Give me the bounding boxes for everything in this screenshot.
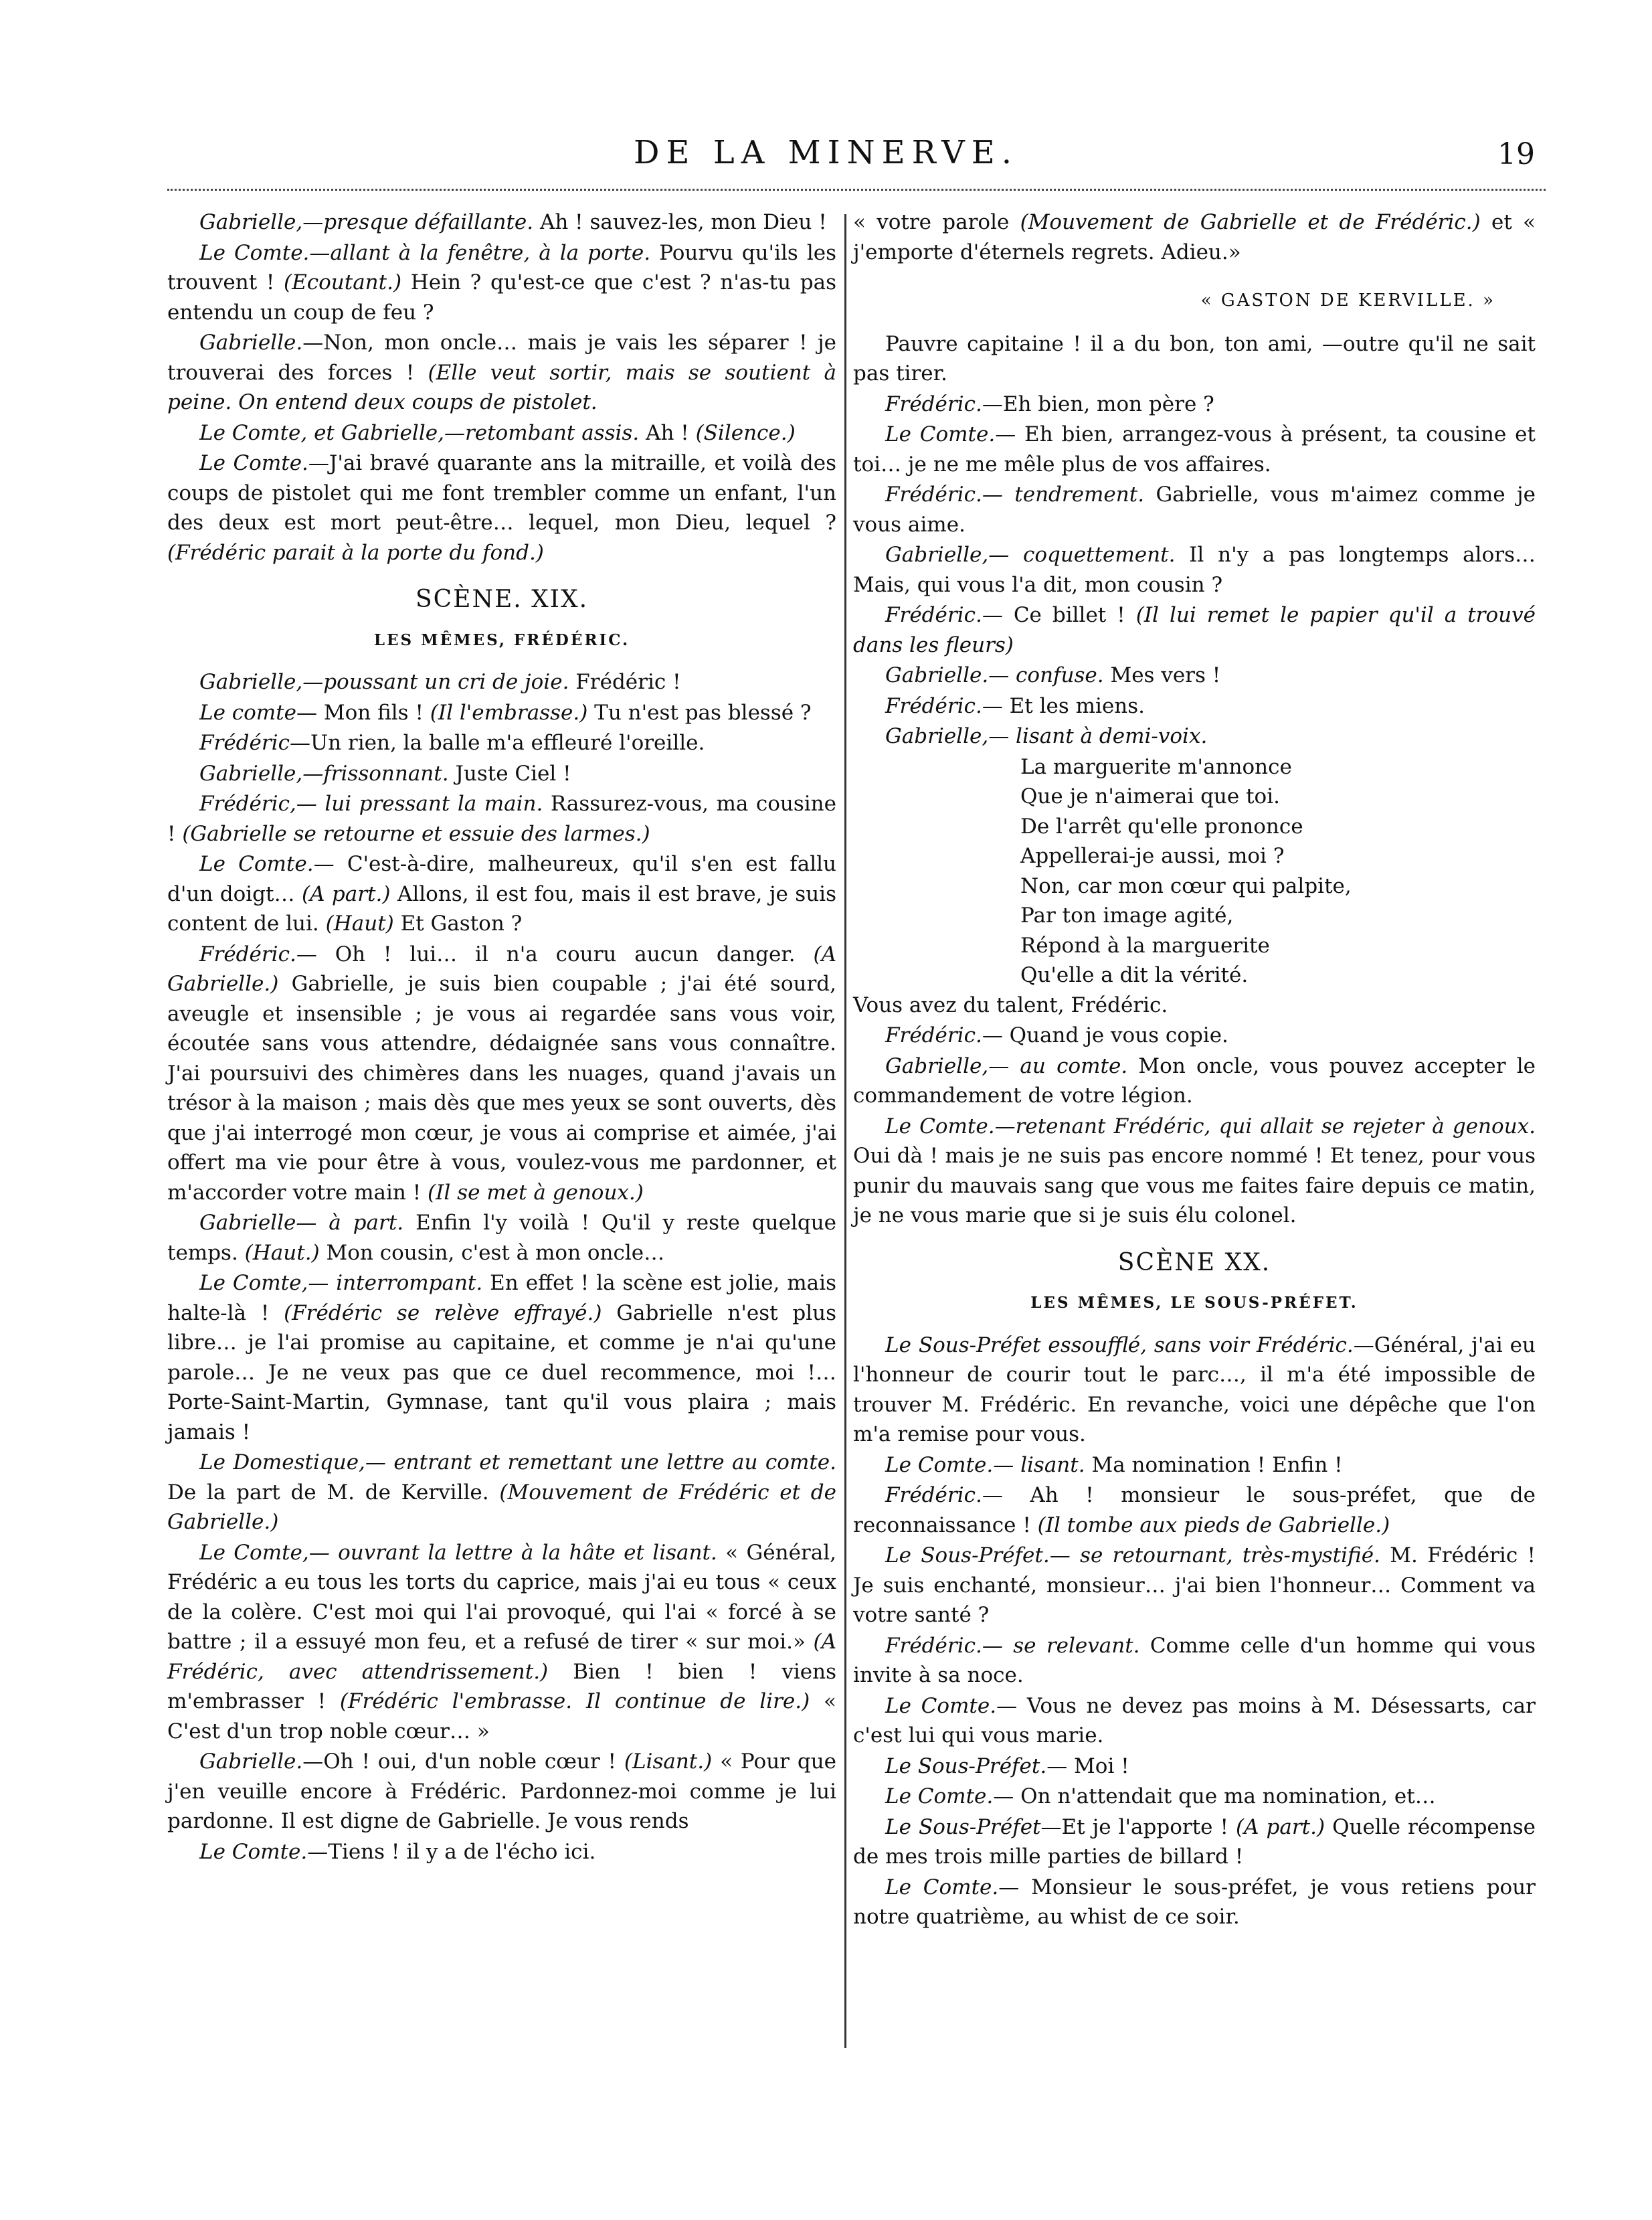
dialogue-paragraph bbox=[167, 448, 836, 568]
column-divider bbox=[844, 214, 846, 2048]
speaker: Le Comte. bbox=[199, 240, 310, 265]
stage-direction: — confuse. bbox=[988, 663, 1104, 687]
stage-direction: — à part. bbox=[296, 1211, 404, 1235]
speaker: Le Comte. bbox=[885, 422, 996, 446]
dialogue-text: —Non, mon oncle… mais je vais les séparer ! je trouverai des forces ! bbox=[167, 331, 836, 385]
dialogue-paragraph bbox=[853, 420, 1536, 479]
dialogue-text: — Vous ne devez pas moins à M. Désessarts, car c'est lui qui vous marie. bbox=[853, 1693, 1536, 1747]
dialogue-text: « votre parole bbox=[853, 210, 1020, 234]
right-column bbox=[853, 207, 1536, 1933]
dialogue-paragraph bbox=[853, 691, 1536, 721]
poem-line: Que je n'aimerai que toi. bbox=[1020, 784, 1280, 808]
dialogue-text: Enfin l'y voilà ! Qu'il y reste quelque temps. bbox=[167, 1211, 837, 1265]
poem-line: De l'arrêt qu'elle prononce bbox=[1020, 814, 1303, 839]
speaker: Frédéric. bbox=[885, 392, 982, 416]
stage-direction: — interrompant. bbox=[308, 1271, 483, 1295]
poem-line: La marguerite m'annonce bbox=[1020, 754, 1292, 779]
dialogue-text: Gabrielle, vous m'aimez comme je vous aime. bbox=[853, 483, 1536, 537]
speaker: Le Comte. bbox=[885, 1452, 994, 1477]
dialogue-text: Ma nomination ! Enfin ! bbox=[1085, 1452, 1343, 1477]
dialogue-text: —Général, j'ai eu l'honneur de courir tout le parc…, il m'a été impossible de trouver M. Frédéric. En revanche, voici une dépêche que l'on m'a remise pour vous. bbox=[853, 1333, 1536, 1446]
speaker: Frédéric. bbox=[199, 942, 296, 966]
dialogue-text: Rassurez-vous, ma cousine ! bbox=[167, 792, 836, 846]
stage-direction: (A Frédéric, avec attendrissement.) bbox=[167, 1630, 836, 1684]
speaker: Frédéric. bbox=[885, 1023, 982, 1047]
dialogue-paragraph bbox=[853, 1752, 1536, 1782]
speaker: Frédéric. bbox=[885, 1483, 982, 1507]
dialogue-paragraph bbox=[853, 1331, 1536, 1450]
speaker: Gabrielle, bbox=[199, 670, 303, 694]
speaker: Le Comte. bbox=[199, 852, 314, 876]
dialogue-text: Pourvu qu'ils les trouvent ! bbox=[167, 240, 836, 294]
dialogue-paragraph bbox=[853, 991, 1536, 1021]
dialogue-paragraph bbox=[853, 1782, 1536, 1812]
dialogue-text: « Général, Frédéric a eu tous les torts du caprice, mais j'ai eu tous « ceux de la colère. C'est moi qui l'ai provoqué, qui l'ai « forcé à se battre ; il a essuyé mon feu, et a refusé de tirer « sur moi.» bbox=[167, 1540, 836, 1654]
speaker: Gabrielle, bbox=[885, 543, 989, 567]
dialogue-text: — Eh bien, arrangez-vous à présent, ta cousine et toi… je ne me mêle plus de vos affaires. bbox=[853, 422, 1536, 477]
speaker: Le Domestique, bbox=[199, 1450, 365, 1474]
speaker: Le Comte. bbox=[885, 1875, 999, 1899]
dialogue-paragraph bbox=[167, 1747, 836, 1837]
stage-direction: (Il se met à genoux.) bbox=[428, 1180, 644, 1205]
stage-direction: — lisant à demi-voix. bbox=[988, 724, 1208, 748]
dialogue-paragraph bbox=[853, 661, 1536, 691]
stage-direction: (Il lui remet le papier qu'il a trouvé dans les fleurs) bbox=[853, 603, 1536, 657]
speaker: Frédéric. bbox=[885, 693, 982, 718]
dialogue-text: Tu n'est pas blessé ? bbox=[587, 700, 812, 725]
dialogue-text: Ah ! bbox=[639, 420, 696, 445]
dialogue-paragraph bbox=[853, 1812, 1536, 1872]
speaker: Frédéric. bbox=[885, 603, 982, 627]
stage-direction: (Il l'embrasse.) bbox=[430, 700, 588, 725]
stage-direction: (A part.) bbox=[1236, 1814, 1325, 1839]
speaker: Gabrielle. bbox=[885, 663, 989, 687]
stage-direction: —poussant un cri de joie. bbox=[302, 670, 569, 694]
dialogue-text: Bien ! bien ! viens m'embrasser ! bbox=[167, 1659, 836, 1713]
stage-direction: (A part.) bbox=[301, 881, 391, 906]
dialogue-text: —Oh ! oui, d'un noble cœur ! bbox=[302, 1749, 624, 1774]
speaker: Le Sous-Préfet. bbox=[885, 1543, 1050, 1567]
dialogue-text: — C'est-à-dire, malheureux, qu'il s'en est fallu d'un doigt… bbox=[167, 852, 836, 906]
speaker: Gabrielle bbox=[199, 1211, 296, 1235]
header-rule bbox=[167, 189, 1546, 191]
dialogue-paragraph bbox=[853, 1051, 1536, 1111]
stage-direction: —presque défaillante. bbox=[302, 210, 534, 234]
stage-direction: (Silence.) bbox=[695, 420, 796, 445]
dialogue-text: Allons, il est fou, mais il est brave, je suis content de lui. bbox=[167, 881, 836, 936]
scene-heading: SCÈNE. XIX. bbox=[415, 586, 589, 613]
stage-direction: — ouvrant la lettre à la hâte et lisant. bbox=[308, 1540, 717, 1565]
dialogue-text: —Et je l'apporte ! bbox=[1040, 1814, 1236, 1839]
stage-direction: (Gabrielle se retourne et essuie des larmes.) bbox=[182, 821, 650, 846]
dialogue-text: Gabrielle n'est plus libre… je l'ai promise au capitaine, et comme je n'ai qu'une parole… Je ne veux pas que ce duel recommence, moi !… Porte-Saint-Martin, Gymnase, tant qu'il vous plaira ; mais jamais ! bbox=[167, 1300, 836, 1444]
dialogue-text: Mes vers ! bbox=[1103, 663, 1221, 687]
dialogue-paragraph bbox=[167, 328, 836, 418]
dialogue-paragraph bbox=[853, 540, 1536, 600]
dialogue-text: Ah ! sauvez-les, mon Dieu ! bbox=[533, 210, 827, 234]
speaker: Le Comte, bbox=[199, 1540, 309, 1565]
dialogue-paragraph bbox=[853, 1631, 1536, 1691]
stage-direction: (Lisant.) bbox=[624, 1749, 713, 1774]
dialogue-text: Gabrielle, je suis bien coupable ; j'ai été sourd, aveugle et insensible ; je vous ai regardée sans vous voir, écoutée sans vous attendre, dédaignée sans vous connaître. J'ai poursuivi des chimères dans les nuages, quand j'avais un trésor à la maison ; mais dès que mes yeux se sont ouverts, dès que j'ai interrogé mon cœur, je vous ai comprise et aimée, j'ai offert ma vie pour être à vous, voulez-vous me pardonner, et m'accorder votre main ! bbox=[167, 972, 836, 1205]
speaker: Le Comte. bbox=[885, 1693, 997, 1718]
stage-direction: — se retournant, très-mystifié. bbox=[1049, 1543, 1380, 1567]
dialogue-paragraph bbox=[167, 940, 836, 1208]
letter-signature: « GASTON DE KERVILLE. » bbox=[1200, 290, 1495, 311]
dialogue-text: Mon oncle, vous pouvez accepter le commandement de votre légion. bbox=[853, 1053, 1536, 1108]
stage-direction: (Haut.) bbox=[244, 1240, 320, 1265]
stage-direction: — entrant et remettant une lettre au comte. bbox=[365, 1450, 836, 1474]
speaker: Gabrielle, bbox=[199, 761, 303, 786]
dialogue-paragraph bbox=[167, 728, 836, 758]
dialogue-text: — Ah ! monsieur le sous-préfet, que de reconnaissance ! bbox=[853, 1483, 1536, 1537]
poem-line: Non, car mon cœur qui palpite, bbox=[1020, 873, 1352, 898]
dialogue-text: —J'ai bravé quarante ans la mitraille, et voilà des coups de pistolet qui me font trembler comme un enfant, l'un des deux est mort peut-être… lequel, mon Dieu, lequel ? bbox=[167, 451, 836, 535]
poem-line: Répond à la marguerite bbox=[1020, 933, 1270, 958]
dialogue-text: « C'est d'un trop noble cœur… » bbox=[167, 1689, 836, 1743]
scene-heading: SCÈNE XX. bbox=[1117, 1248, 1271, 1276]
dialogue-paragraph bbox=[853, 721, 1536, 752]
poem-line: Qu'elle a dit la vérité. bbox=[1020, 963, 1249, 987]
stage-direction: — se relevant. bbox=[982, 1633, 1140, 1658]
stage-direction: — au comte. bbox=[988, 1053, 1128, 1078]
dialogue-paragraph bbox=[167, 667, 836, 697]
running-title: DE LA MINERVE. bbox=[633, 134, 1019, 171]
stage-direction: (Ecoutant.) bbox=[284, 270, 402, 294]
speaker: Gabrielle. bbox=[199, 1749, 303, 1774]
speaker: Frédéric. bbox=[885, 483, 982, 507]
dialogue-text: Comme celle d'un homme qui vous invite à sa noce. bbox=[853, 1633, 1536, 1687]
dialogue-paragraph bbox=[853, 600, 1536, 660]
dialogue-text: — Quand je vous copie. bbox=[982, 1023, 1228, 1047]
stage-direction: (Frédéric se relève effrayé.) bbox=[284, 1300, 602, 1325]
dialogue-text: Pauvre capitaine ! il a du bon, ton ami, —outre qu'il ne sait pas tirer. bbox=[853, 331, 1536, 386]
speaker: Frédéric bbox=[199, 731, 290, 755]
dialogue-paragraph bbox=[853, 1450, 1536, 1480]
dialogue-paragraph bbox=[853, 1112, 1536, 1231]
dialogue-text: Juste Ciel ! bbox=[448, 761, 571, 786]
page-number: 19 bbox=[1497, 137, 1535, 171]
speaker: Le Comte, bbox=[199, 1271, 308, 1295]
speaker: Le Comte. bbox=[885, 1784, 994, 1808]
dialogue-paragraph bbox=[167, 1208, 836, 1268]
poem-line: Par ton image agité, bbox=[1020, 904, 1234, 928]
dialogue-paragraph bbox=[853, 1021, 1536, 1051]
dialogue-paragraph bbox=[167, 1268, 836, 1447]
dialogue-text: Mon cousin, c'est à mon oncle… bbox=[319, 1240, 665, 1265]
dialogue-paragraph bbox=[853, 329, 1536, 389]
dialogue-text: et « j'emporte d'éternels regrets. Adieu.» bbox=[853, 210, 1536, 264]
dialogue-text: —Eh bien, mon père ? bbox=[982, 392, 1214, 416]
speaker: Le Sous-Préfet bbox=[885, 1814, 1041, 1839]
stage-direction: — lui pressant la main. bbox=[296, 792, 543, 816]
dialogue-paragraph bbox=[167, 759, 836, 789]
stage-direction: (Il tombe aux pieds de Gabrielle.) bbox=[1037, 1513, 1390, 1537]
speaker: Le comte bbox=[199, 700, 297, 725]
dialogue-text: M. Frédéric ! Je suis enchanté, monsieur… j'ai bien l'honneur… Comment va votre santé ? bbox=[853, 1543, 1536, 1627]
speaker: Le Sous-Préfet. bbox=[885, 1754, 1047, 1778]
dialogue-text: —Tiens ! il y a de l'écho ici. bbox=[307, 1839, 596, 1864]
dialogue-text: —Un rien, la balle m'a effleuré l'oreille. bbox=[289, 731, 705, 755]
dialogue-text: — Et les miens. bbox=[982, 693, 1145, 718]
dialogue-paragraph bbox=[853, 1480, 1536, 1540]
stage-direction: (Haut) bbox=[325, 912, 394, 936]
stage-direction: — lisant. bbox=[993, 1452, 1085, 1477]
dialogue-paragraph bbox=[167, 418, 836, 448]
stage-direction: — tendrement. bbox=[982, 483, 1145, 507]
scene-cast: LES MÊMES, LE SOUS-PRÉFET. bbox=[1030, 1294, 1358, 1312]
dialogue-text: De la part de M. de Kerville. bbox=[167, 1480, 500, 1505]
dialogue-paragraph bbox=[167, 1538, 836, 1747]
poem-line: Appellerai-je aussi, moi ? bbox=[1020, 844, 1285, 868]
speaker: Le Comte, et Gabrielle, bbox=[199, 420, 444, 445]
speaker: Gabrielle, bbox=[885, 1053, 989, 1078]
dialogue-text: En effet ! la scène est jolie, mais halte-là ! bbox=[167, 1271, 836, 1325]
speaker: Le Comte. bbox=[885, 1114, 995, 1138]
dialogue-text: Il n'y a pas longtemps alors… Mais, qui vous l'a dit, mon cousin ? bbox=[853, 543, 1536, 597]
stage-direction: (Elle veut sortir, mais se soutient à peine. On entend deux coups de pistolet. bbox=[167, 360, 836, 414]
stage-direction: (Mouvement de Frédéric et de Gabrielle.) bbox=[167, 1480, 837, 1534]
left-column bbox=[167, 207, 836, 1867]
speaker: Gabrielle, bbox=[885, 724, 989, 748]
dialogue-text: « Pour que j'en veuille encore à Frédéric. Pardonnez-moi comme je lui pardonne. Il est digne de Gabrielle. Je vous rends bbox=[167, 1749, 837, 1833]
speaker: Gabrielle, bbox=[199, 210, 303, 234]
dialogue-paragraph bbox=[167, 1448, 836, 1537]
dialogue-text: — Oh ! lui… il n'a couru aucun danger. bbox=[296, 942, 814, 966]
speaker: Frédéric. bbox=[885, 1633, 982, 1658]
dialogue-paragraph bbox=[853, 207, 1536, 267]
dialogue-paragraph bbox=[167, 238, 836, 328]
dialogue-text: — Mon fils ! bbox=[296, 700, 430, 725]
poem bbox=[1020, 752, 1536, 991]
dialogue-paragraph bbox=[167, 207, 836, 238]
speaker: Frédéric, bbox=[199, 792, 296, 816]
dialogue-paragraph bbox=[853, 1541, 1536, 1630]
dialogue-paragraph bbox=[167, 1837, 836, 1867]
dialogue-text: — Moi ! bbox=[1046, 1754, 1129, 1778]
dialogue-paragraph bbox=[853, 480, 1536, 539]
stage-direction: —frissonnant. bbox=[302, 761, 449, 786]
dialogue-text: — On n'attendait que ma nomination, et… bbox=[993, 1784, 1436, 1808]
dialogue-text: Vous avez du talent, Frédéric. bbox=[853, 993, 1168, 1017]
stage-direction: (Frédéric parait à la porte du fond.) bbox=[167, 540, 544, 565]
stage-direction: — coquettement. bbox=[988, 543, 1176, 567]
stage-direction: (A Gabrielle.) bbox=[167, 942, 836, 996]
dialogue-paragraph bbox=[853, 1691, 1536, 1751]
dialogue-paragraph bbox=[167, 698, 836, 728]
stage-direction: —retombant assis. bbox=[444, 420, 640, 445]
speaker: Le Sous-Préfet bbox=[885, 1333, 1041, 1357]
stage-direction: essoufflé, sans voir Frédéric. bbox=[1040, 1333, 1354, 1357]
stage-direction: —allant à la fenêtre, à la porte. bbox=[309, 240, 651, 265]
dialogue-paragraph bbox=[167, 789, 836, 849]
stage-direction: —retenant Frédéric, qui allait se rejeter à genoux. bbox=[994, 1114, 1536, 1138]
dialogue-text: — Monsieur le sous-préfet, je vous retiens pour notre quatrième, au whist de ce soir. bbox=[853, 1875, 1536, 1929]
dialogue-paragraph bbox=[853, 390, 1536, 420]
dialogue-paragraph bbox=[167, 849, 836, 939]
dialogue-text: Hein ? qu'est-ce que c'est ? n'as-tu pas entendu un coup de feu ? bbox=[167, 270, 836, 325]
speaker: Gabrielle. bbox=[199, 331, 303, 355]
dialogue-text: Oui dà ! mais je ne suis pas encore nommé ! Et tenez, pour vous punir du mauvais sang que vous me faites faire depuis ce matin, je ne vous marie que si je suis élu colonel. bbox=[853, 1144, 1536, 1227]
stage-direction: (Mouvement de Gabrielle et de Frédéric.) bbox=[1020, 210, 1481, 234]
speaker: Le Comte. bbox=[199, 451, 308, 475]
dialogue-text: Frédéric ! bbox=[569, 670, 681, 694]
dialogue-paragraph bbox=[853, 1873, 1536, 1932]
scene-cast: LES MÊMES, FRÉDÉRIC. bbox=[373, 630, 630, 649]
stage-direction: (Frédéric l'embrasse. Il continue de lire.) bbox=[339, 1689, 810, 1713]
dialogue-text: — Ce billet ! bbox=[982, 603, 1136, 627]
dialogue-text: Quelle récompense de mes trois mille parties de billard ! bbox=[853, 1814, 1536, 1869]
speaker: Le Comte. bbox=[199, 1839, 308, 1864]
dialogue-text: Et Gaston ? bbox=[393, 912, 523, 936]
